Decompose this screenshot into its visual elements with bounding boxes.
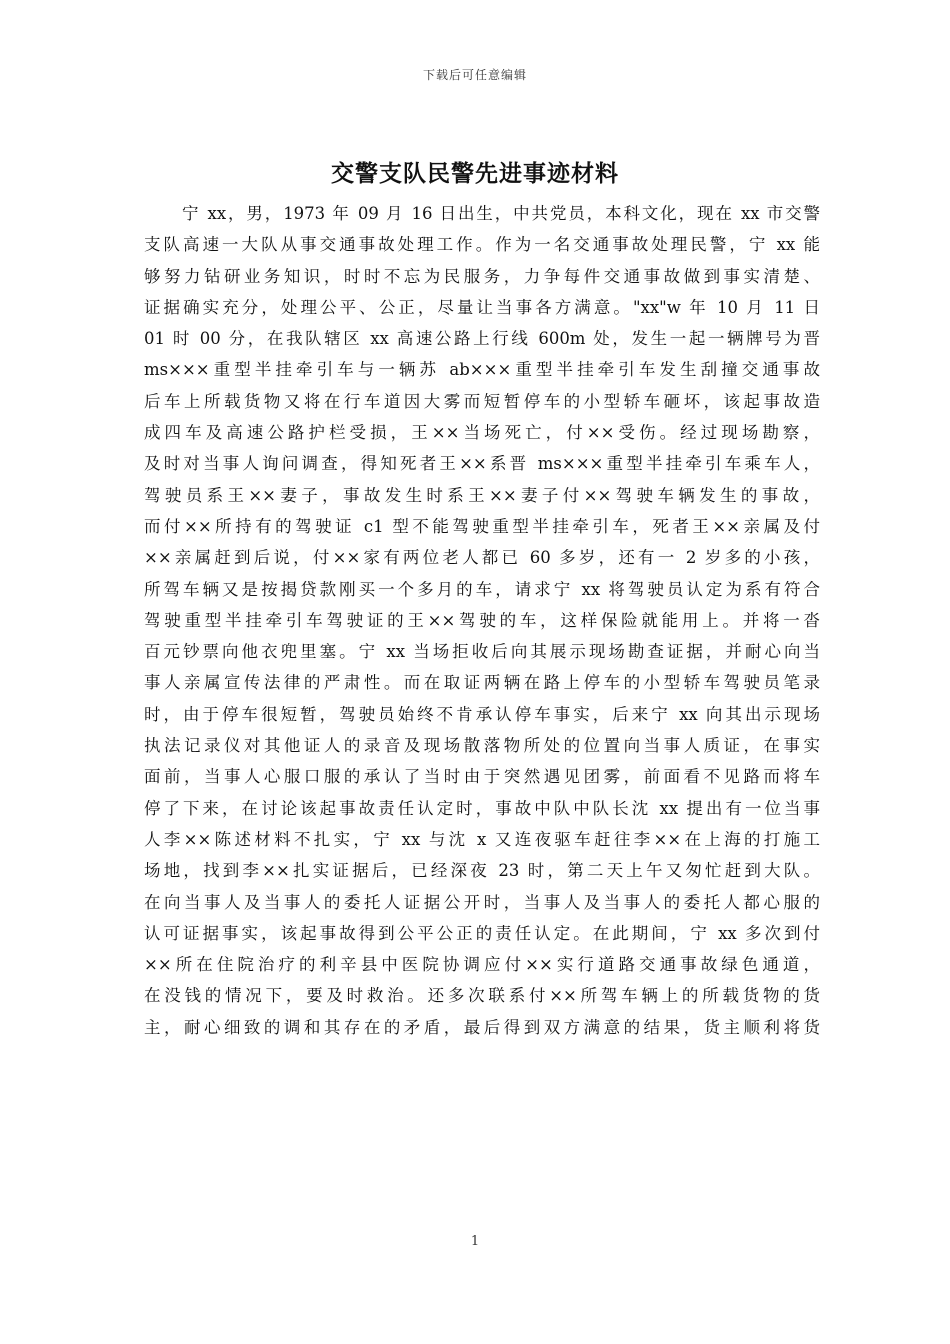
paragraph-line: 事人亲属宣传法律的严肃性。而在取证两辆在路上停车的小型轿车驾驶员笔录 — [144, 673, 820, 693]
paragraph-line: 百元钞票向他衣兜里塞。宁 xx 当场拒收后向其展示现场勘查证据，并耐心向当 — [144, 642, 820, 662]
paragraph-line: 驾驶重型半挂牵引车驾驶证的王××驾驶的车，这样保险就能用上。并将一沓 — [144, 610, 820, 630]
page-number: 1 — [470, 1234, 480, 1249]
document-title: 交警支队民警先进事迹材料 — [331, 160, 619, 187]
paragraph-line: 执法记录仪对其他证人的录音及现场散落物所处的位置向当事人质证，在事实 — [144, 736, 820, 756]
paragraph-line: 01 时 00 分，在我队辖区 xx 高速公路上行线 600m 处，发生一起一辆牌号为晋 — [144, 329, 820, 349]
paragraph-line: 后车上所载货物又将在行车道因大雾而短暂停车的小型轿车砸坏，该起事故造 — [144, 391, 820, 411]
paragraph-line: 停了下来，在讨论该起事故责任认定时，事故中队中队长沈 xx 提出有一位当事 — [144, 798, 820, 818]
paragraph-line: 而付××所持有的驾驶证 c1 型不能驾驶重型半挂牵引车，死者王××亲属及付 — [144, 516, 820, 536]
paragraph-line: 够努力钻研业务知识，时时不忘为民服务，力争每件交通事故做到事实清楚、 — [144, 266, 820, 286]
paragraph-line: 主，耐心细致的调和其存在的矛盾，最后得到双方满意的结果，货主顺利将货 — [144, 1017, 820, 1037]
paragraph-line: ××所在住院治疗的利辛县中医院协调应付××实行道路交通事故绿色通道， — [144, 955, 820, 975]
paragraph-line: 证据确实充分，处理公平、公正，尽量让当事各方满意。"xx"w 年 10 月 11 日 — [144, 297, 820, 317]
paragraph-line: 及时对当事人询问调查，得知死者王××系晋 ms×××重型半挂牵引车乘车人， — [144, 454, 820, 474]
paragraph-line: 驾驶员系王××妻子，事故发生时系王××妻子付××驾驶车辆发生的事故， — [144, 485, 820, 505]
paragraph-line: 所驾车辆又是按揭贷款刚买一个多月的车，请求宁 xx 将驾驶员认定为系有符合 — [144, 579, 820, 599]
paragraph-line: 面前，当事人心服口服的承认了当时由于突然遇见团雾，前面看不见路而将车 — [144, 767, 820, 787]
paragraph-line: 人李××陈述材料不扎实，宁 xx 与沈 x 又连夜驱车赶往李××在上海的打施工 — [144, 829, 820, 849]
paragraph-line: 支队高速一大队从事交通事故处理工作。作为一名交通事故处理民警，宁 xx 能 — [144, 235, 820, 255]
paragraph-line: 成四车及高速公路护栏受损，王××当场死亡，付××受伤。经过现场勘察， — [144, 423, 820, 443]
page-header: 下载后可任意编辑 — [422, 68, 527, 82]
paragraph-line: ms×××重型半挂牵引车与一辆苏 ab×××重型半挂牵引车发生刮撞交通事故 — [144, 360, 820, 380]
paragraph-line: ××亲属赶到后说，付××家有两位老人都已 60 多岁，还有一 2 岁多的小孩， — [144, 548, 820, 568]
paragraph-line: 场地，找到李××扎实证据后，已经深夜 23 时，第二天上午又匆忙赶到大队。 — [144, 861, 820, 881]
paragraph-line: 时，由于停车很短暂，驾驶员始终不肯承认停车事实，后来宁 xx 向其出示现场 — [144, 704, 820, 724]
paragraph-line: 在向当事人及当事人的委托人证据公开时，当事人及当事人的委托人都心服的 — [144, 892, 820, 912]
document-body — [144, 198, 820, 1043]
paragraph-line: 认可证据事实，该起事故得到公平公正的责任认定。在此期间，宁 xx 多次到付 — [144, 923, 820, 943]
paragraph-line: 宁 xx，男，1973 年 09 月 16 日出生，中共党员，本科文化，现在 xx 市交警 — [182, 204, 820, 223]
paragraph-line: 在没钱的情况下，要及时救治。还多次联系付××所驾车辆上的所载货物的货 — [144, 986, 820, 1006]
